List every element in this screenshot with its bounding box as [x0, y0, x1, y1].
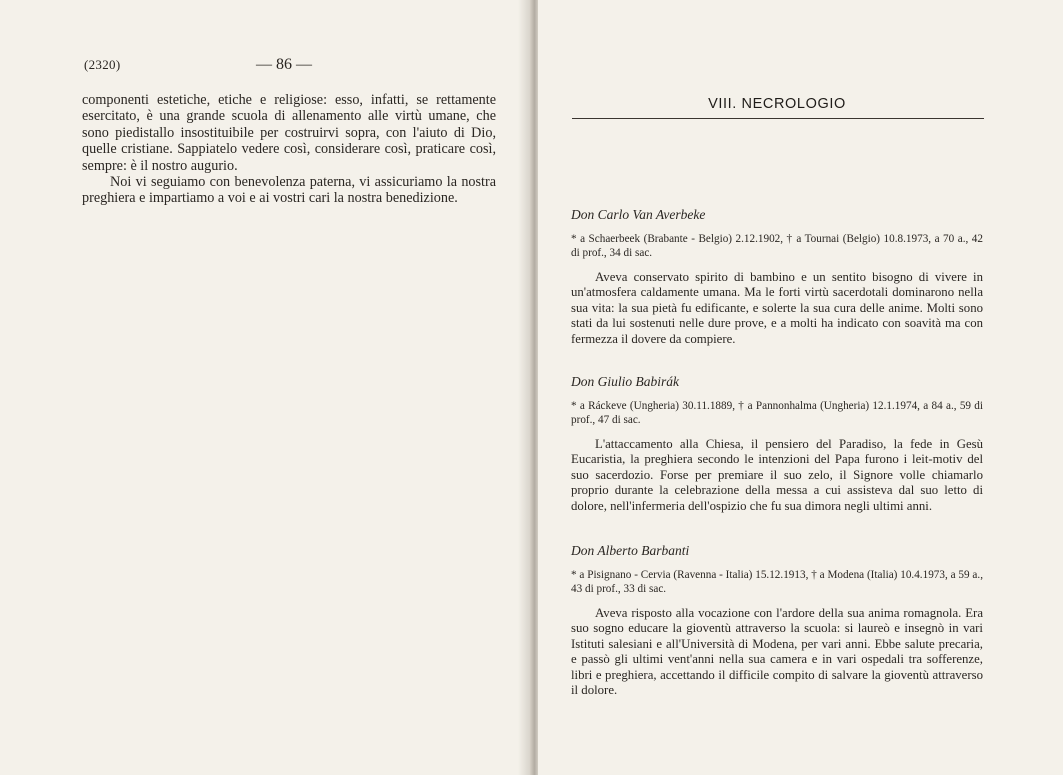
- page-number: — 86 —: [256, 56, 312, 73]
- entry-dates: * a Pisignano - Cervia (Ravenna - Italia) 15.12.1913, † a Modena (Italia) 10.4.1973, a 59 a., 43 di prof., 33 di sac.: [571, 569, 983, 595]
- entry-name: Don Alberto Barbanti: [571, 543, 690, 558]
- paragraph: componenti estetiche, etiche e religiose: esso, infatti, se rettamente esercitato, è una grande scuola di allenamento alle virtù umane, che sono piedistallo insostituibile per costruirvi sopra, con l'aiuto di Dio, quelle cristiane. Sappiatelo vedere così, considerare così, praticare così, sempre: è il nostro augurio.: [82, 92, 496, 174]
- entry-dates: * a Schaerbeek (Brabante - Belgio) 2.12.1902, † a Tournai (Belgio) 10.8.1973, a 70 a., 42 di prof., 34 di sac.: [571, 233, 983, 259]
- left-body-text: [82, 92, 496, 207]
- left-page: [0, 0, 530, 775]
- entry-dates: * a Ráckeve (Ungheria) 30.11.1889, † a Pannonhalma (Ungheria) 12.1.1974, a 84 a., 59 di prof., 47 di sac.: [571, 400, 983, 426]
- entry-text: Aveva conservato spirito di bambino e un sentito bisogno di vivere in un'atmosfera caldamente umana. Ma le forti virtù sacerdotali dominarono nella sua vita: la sua pietà fu edificante, e solerte la sua cura delle anime. Molti sono stati da lui sostenuti nelle dure prove, e a molti ha indicato con soavità ma con fermezza il dovere da compiere.: [571, 270, 983, 346]
- necrology-entry: [571, 207, 983, 347]
- entry-text: Aveva risposto alla vocazione con l'ardore della sua anima romagnola. Era suo sogno educare la gioventù attraverso la scuola: si laureò e insegnò in vari Istituti salesiani e all'Università di Modena, per vari anni. Ebbe salute precaria, e passò gli ultimi vent'anni nella sua camera e in vari ospedali tra sofferenze, libri e preghiera, accettando il difficile compito di salvare la gioventù attraverso il dolore.: [571, 606, 983, 698]
- paragraph: Noi vi seguiamo con benevolenza paterna, vi assicuriamo la nostra preghiera e impartiamo a voi e ai vostri cari la nostra benedizione.: [82, 174, 496, 207]
- page-reference: (2320): [84, 57, 121, 72]
- necrology-entry: [571, 374, 983, 514]
- necrology-entry: [571, 543, 983, 698]
- entry-name: Don Giulio Babirák: [571, 374, 679, 389]
- section-title: VIII. NECROLOGIO: [708, 96, 846, 112]
- entry-text: L'attaccamento alla Chiesa, il pensiero del Paradiso, la fede in Gesù Eucaristia, la preghiera secondo le intenzioni del Papa furono i leit-motiv del suo sacerdozio. Forse per premiare il suo zelo, il Signore volle chiamarlo proprio durante la celebrazione della messa a cui assisteva dal suo letto di dolore, nell'infermeria dell'ospizio che fu sua dimora negli ultimi anni.: [571, 437, 983, 513]
- title-divider: [572, 118, 984, 119]
- entry-name: Don Carlo Van Averbeke: [571, 207, 706, 222]
